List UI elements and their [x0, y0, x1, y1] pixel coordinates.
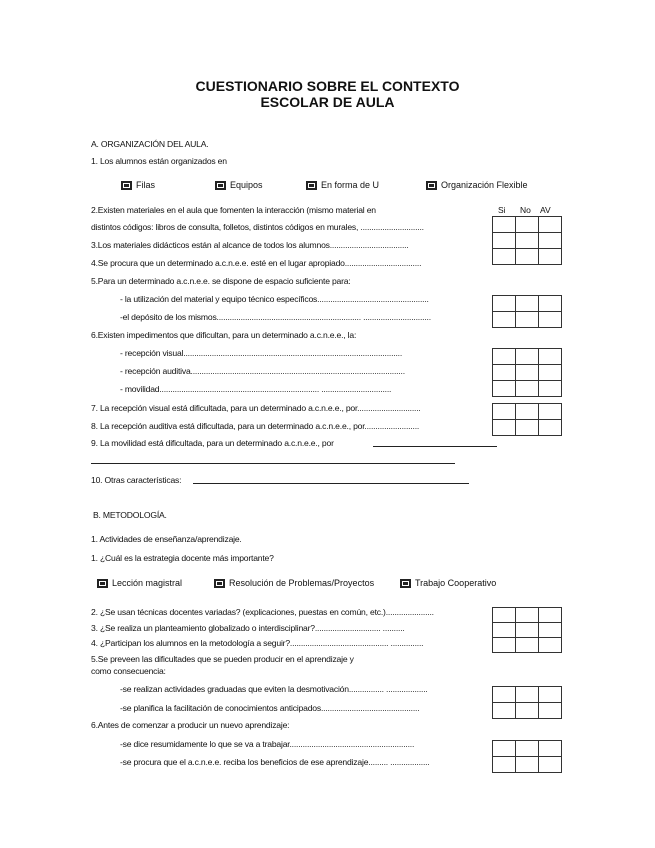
question-b5c: -se realizan actividades graduadas que eviten la desmotivación................ ...................: [120, 684, 428, 694]
option-trabajo-cooperativo[interactable]: Trabajo Cooperativo: [400, 578, 496, 588]
question-b2: 2. ¿Se usan técnicas docentes variadas? (explicaciones, puestas en común, etc.)......................: [91, 607, 434, 617]
option-equipos[interactable]: Equipos: [215, 180, 263, 190]
checkbox-icon[interactable]: [214, 579, 225, 588]
option-leccion-magistral[interactable]: Lección magistral: [97, 578, 182, 588]
option-forma-u[interactable]: En forma de U: [306, 180, 379, 190]
question-a6a: - recepción visual....................................................................................................: [120, 348, 403, 358]
question-a10: 10. Otras características:: [91, 475, 182, 485]
question-a6: 6.Existen impedimentos que dificultan, para un determinado a.c.n.e.e., la:: [91, 330, 357, 340]
answer-grid-b5[interactable]: [492, 686, 562, 719]
question-a6b: - recepción auditiva..................................................................................................: [120, 366, 405, 376]
answer-grid-a6[interactable]: [492, 348, 562, 397]
question-b6b: -se procura que el a.c.n.e.e. reciba los beneficios de ese aprendizaje......... ..................: [120, 757, 430, 767]
question-a5: 5.Para un determinado a.c.n.e.e. se dispone de espacio suficiente para:: [91, 276, 351, 286]
page-title-line2: ESCOLAR DE AULA: [260, 94, 395, 110]
question-b5a: 5.Se preveen las dificultades que se pueden producir en el aprendizaje y: [91, 654, 354, 664]
question-b6: 6.Antes de comenzar a producir un nuevo aprendizaje:: [91, 720, 290, 730]
checkbox-icon[interactable]: [97, 579, 108, 588]
question-a9: 9. La movilidad está dificultada, para un determinado a.c.n.e.e., por: [91, 438, 334, 448]
question-a7: 7. La recepción visual está dificultada, para un determinado a.c.n.e.e., por.............................: [91, 403, 421, 413]
answer-line-a9-2[interactable]: [91, 463, 455, 464]
answer-grid-b2-b4[interactable]: [492, 607, 562, 653]
question-a6c: - movilidad......................................................................... ................................: [120, 384, 392, 394]
answer-line-a9[interactable]: [373, 446, 497, 447]
column-si: Si: [498, 205, 506, 215]
answer-grid-a7-a8[interactable]: [492, 403, 562, 436]
checkbox-icon[interactable]: [426, 181, 437, 190]
question-b5b: como consecuencia:: [91, 666, 166, 676]
question-a5b: -el depósito de los mismos.................................................................. ...............................: [120, 312, 431, 322]
option-flexible[interactable]: Organización Flexible: [426, 180, 528, 190]
question-b1: 1. Actividades de enseñanza/aprendizaje.: [91, 534, 242, 544]
option-filas[interactable]: Filas: [121, 180, 155, 190]
column-no: No: [520, 205, 531, 215]
question-a5a: - la utilización del material y equipo técnico específicos...................................................: [120, 294, 429, 304]
question-a2a: 2.Existen materiales en el aula que fomenten la interacción (mismo material en: [91, 205, 376, 215]
question-a4: 4.Se procura que un determinado a.c.n.e.e. esté en el lugar apropiado...................................: [91, 258, 422, 268]
question-b4: 4. ¿Participan los alumnos en la metodología a seguir?............................................. ...............: [91, 638, 424, 648]
question-b3: 3. ¿Se realiza un planteamiento globalizado o interdisciplinar?.............................. ..........: [91, 623, 405, 633]
question-a2b: distintos códigos: libros de consulta, folletos, distintos códigos en murales, .............................: [91, 222, 424, 232]
checkbox-icon[interactable]: [215, 181, 226, 190]
section-a-heading: A. ORGANIZACIÓN DEL AULA.: [91, 139, 209, 149]
checkbox-icon[interactable]: [306, 181, 317, 190]
option-resolucion-problemas[interactable]: Resolución de Problemas/Proyectos: [214, 578, 374, 588]
checkbox-icon[interactable]: [400, 579, 411, 588]
answer-grid-b6[interactable]: [492, 740, 562, 773]
section-b-heading: B. METODOLOGÍA.: [93, 510, 167, 520]
question-b1b: 1. ¿Cuál es la estrategia docente más importante?: [91, 553, 274, 563]
answer-line-a10[interactable]: [193, 483, 469, 484]
question-a8: 8. La recepción auditiva está dificultada, para un determinado a.c.n.e.e., por.........................: [91, 421, 420, 431]
checkbox-icon[interactable]: [121, 181, 132, 190]
question-b5d: -se planifica la facilitación de conocimientos anticipados.............................................: [120, 703, 420, 713]
question-a3: 3.Los materiales didácticos están al alcance de todos los alumnos....................................: [91, 240, 409, 250]
question-a1: 1. Los alumnos están organizados en: [91, 156, 227, 166]
column-av: AV: [540, 205, 551, 215]
page-title-line1: CUESTIONARIO SOBRE EL CONTEXTO: [195, 78, 460, 94]
answer-grid-a5[interactable]: [492, 295, 562, 328]
answer-grid-a2-a4[interactable]: [492, 216, 562, 265]
question-b6a: -se dice resumidamente lo que se va a trabajar.........................................................: [120, 739, 415, 749]
